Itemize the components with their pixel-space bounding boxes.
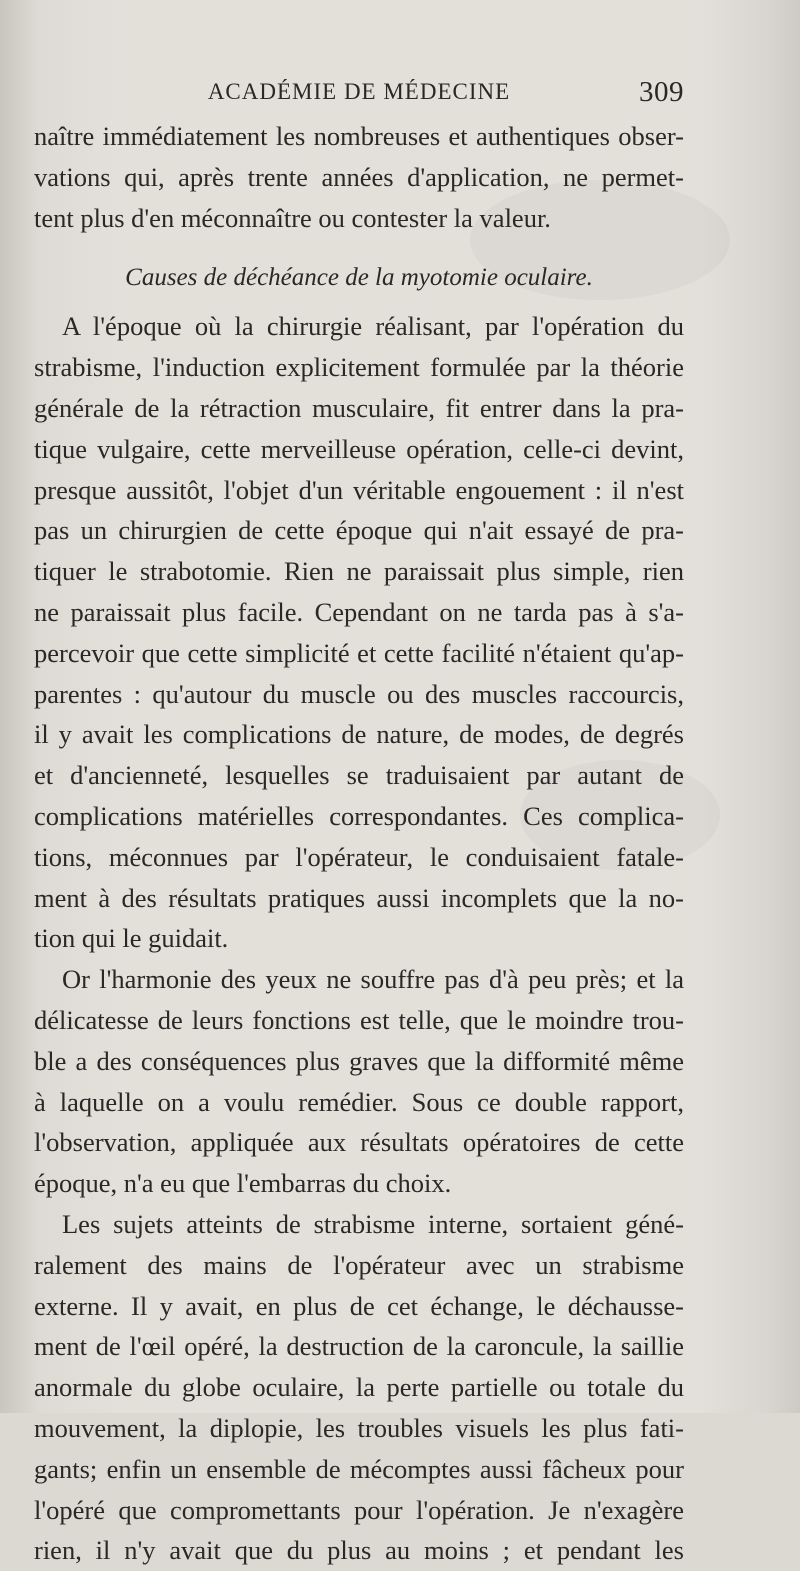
text-line: tions, méconnues par l'opérateur, le conduisaient fatale- [34,841,684,872]
text-line: externe. Il y avait, en plus de cet échange, le déchausse- [34,1290,684,1321]
text-line: ne paraissait plus facile. Cependant on ne tarda pas à s'a- [34,596,684,627]
text-line: ble a des conséquences plus graves que la difformité même [34,1045,684,1076]
text-line: tiquer le strabotomie. Rien ne paraissait plus simple, rien [34,556,684,587]
text-line: parentes : qu'autour du muscle ou des muscles raccourcis, [34,678,684,709]
page-text [34,68,684,1571]
paragraph [34,959,684,1204]
text-line: tent plus d'en méconnaître ou contester la valeur. [34,202,551,233]
paragraph [34,1204,684,1571]
text-line: et d'ancienneté, lesquelles se traduisaient par autant de [34,760,684,791]
text-line: presque aussitôt, l'objet d'un véritable engouement : il n'est [34,474,684,505]
text-line: Les sujets atteints de strabisme interne, sortaient géné- [62,1208,684,1239]
text-line: à laquelle on a voulu remédier. Sous ce double rapport, [34,1086,684,1117]
running-title: ACADÉMIE DE MÉDECINE [207,79,511,104]
text-line: naître immédiatement les nombreuses et authentiques obser- [34,121,684,151]
text-line: Or l'harmonie des yeux ne souffre pas d'à peu près; et la [62,964,684,995]
page-number: 309 [639,76,684,108]
text-line: délicatesse de leurs fonctions est telle, que le moindre trou- [34,1004,684,1035]
text-line: percevoir que cette simplicité et cette facilité n'étaient qu'ap- [34,637,684,668]
text-line: pas un chirurgien de cette époque qui n'ait essayé de pra- [34,515,684,546]
text-line: vations qui, après trente années d'application, ne permet- [34,161,684,192]
text-line: générale de la rétraction musculaire, fit entrer dans la pra- [34,392,684,423]
text-line: gants; enfin un ensemble de mécomptes aussi fâcheux pour [34,1453,684,1484]
paragraph-continued [34,116,684,238]
text-line: l'observation, appliquée aux résultats opératoires de cette [34,1127,684,1158]
text-line: ralement des mains de l'opérateur avec un strabisme [34,1249,684,1280]
text-line: ment à des résultats pratiques aussi incomplets que la no- [34,882,684,913]
text-line: A l'époque où la chirurgie réalisant, par l'opération du [62,311,684,342]
text-line: tion qui le guidait. [34,923,229,954]
text-line: tique vulgaire, cette merveilleuse opération, celle-ci devint, [34,433,684,464]
text-line: il y avait les complications de nature, de modes, de degrés [34,719,684,750]
text-line: ment de l'œil opéré, la destruction de la caroncule, la saillie [34,1331,684,1362]
text-line: mouvement, la diplopie, les troubles visuels les plus fati- [34,1412,684,1443]
text-line: strabisme, l'induction explicitement formulée par la théorie [34,352,684,383]
running-head [34,68,684,116]
text-line: l'opéré que compromettants pour l'opération. Je n'exagère [34,1494,684,1525]
paragraph [34,306,684,959]
text-line: époque, n'a eu que l'embarras du choix. [34,1168,452,1199]
text-line: complications matérielles correspondantes. Ces complica- [34,800,684,831]
text-line: anormale du globe oculaire, la perte partielle ou totale du [34,1372,684,1403]
text-line: rien, il n'y avait que du plus au moins ; et pendant les [34,1535,684,1566]
section-heading: Causes de déchéance de la myotomie oculaire. [125,264,593,292]
